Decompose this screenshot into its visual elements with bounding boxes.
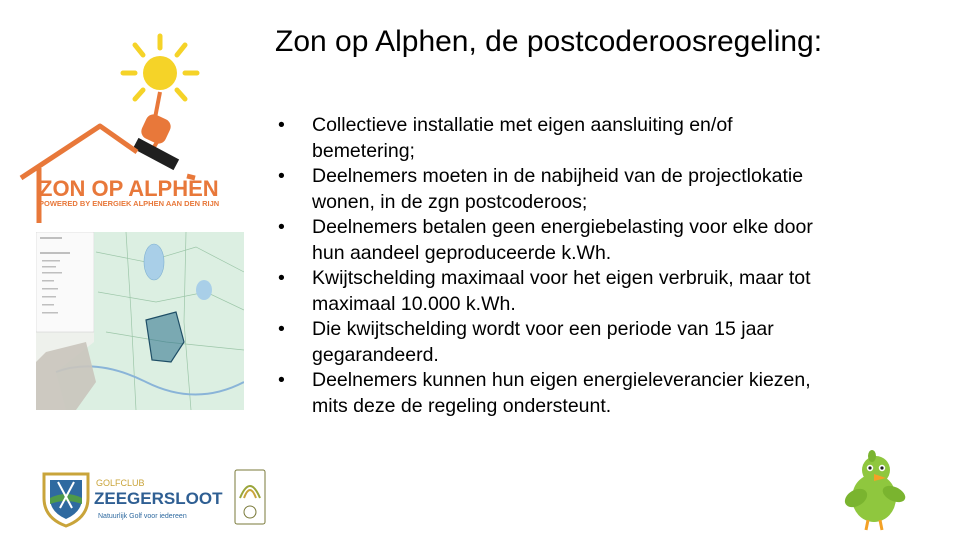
list-item-text: Die kwijtschelding wordt voor een periode van 15 jaar gegarandeerd. [312,318,774,366]
bullet-marker: • [278,216,285,238]
golf-small-label: GOLFCLUB [96,478,145,488]
postcoderoos-map-image [36,232,244,410]
map-side-panel [36,232,94,332]
bullet-list [278,113,838,419]
golf-tagline: Natuurlijk Golf voor iedereen [98,513,187,520]
slide-title: Zon op Alphen, de postcoderoosregeling: [275,25,823,58]
list-item [278,368,838,419]
list-item-text: Kwijtschelding maximaal voor het eigen verbruik, maar tot maximaal 10.000 k.Wh. [312,267,811,315]
bird-mascot-icon [836,448,912,532]
logo-tagline: POWERED BY ENERGIEK ALPHEN AAN DEN RIJN [39,199,220,208]
logo-name: ZON OP ALPHEN [39,176,219,201]
bullet-marker: • [278,369,285,391]
list-item-text: Deelnemers moeten in de nabijheid van de projectlokatie wonen, in de zgn postcoderoos; [312,165,804,213]
list-item [278,164,838,215]
list-item [278,317,838,368]
list-item-text: Deelnemers kunnen hun eigen energieleverancier kiezen, mits deze de regeling ondersteunt. [312,369,811,417]
golf-crest-icon [44,474,88,526]
list-item-text: Collectieve installatie met eigen aansluiting en/of bemetering; [312,114,733,162]
bullet-marker: • [278,114,285,136]
golf-name: ZEEGERSLOOT [94,489,223,508]
bullet-marker: • [278,165,285,187]
bullet-marker: • [278,267,285,289]
house-outline-icon [21,126,195,223]
zon-op-alphen-logo [15,28,250,223]
bullet-marker: • [278,318,285,340]
list-item-text: Deelnemers betalen geen energiebelasting voor elke door hun aandeel geproduceerde k.Wh. [312,216,813,264]
list-item [278,113,838,164]
sun-icon [123,36,197,118]
list-item [278,215,838,266]
geo-certified-icon [235,470,265,524]
list-item [278,266,838,317]
golfclub-zeegersloot-logo [42,468,270,528]
